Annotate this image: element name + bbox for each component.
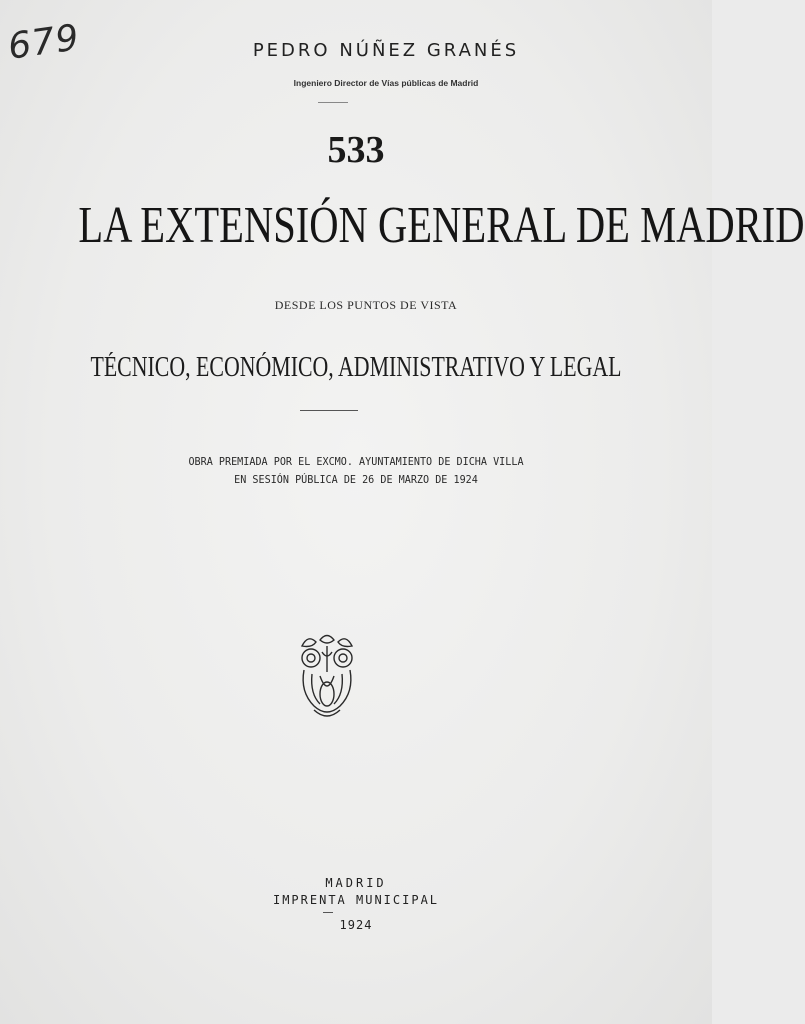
subtitle-intro: DESDE LOS PUNTOS DE VISTA (274, 298, 458, 312)
publication-number: 533 (327, 129, 385, 171)
award-line-1: OBRA PREMIADA POR EL EXCMO. AYUNTAMIENTO DE DICHA VILLA (188, 455, 524, 468)
imprint-city: MADRID (325, 876, 387, 890)
award-note (28, 453, 683, 489)
imprint-printer: IMPRENTA MUNICIPAL (272, 893, 440, 907)
handwritten-catalog-number: 679 (5, 17, 83, 68)
author-position: Ingeniero Director de Vías públicas de Madrid (293, 78, 479, 88)
award-line-2: EN SESIÓN PÚBLICA DE 26 DE MARZO DE 1924 (234, 473, 478, 486)
author-name: PEDRO NÚÑEZ GRANÉS (252, 40, 520, 61)
divider-tiny (323, 912, 333, 913)
subtitle-main: TÉCNICO, ECONÓMICO, ADMINISTRATIVO Y LEGAL (90, 352, 622, 383)
imprint-year: 1924 (339, 918, 373, 932)
divider-mid (300, 410, 358, 411)
divider-short (318, 102, 348, 103)
floral-vignette-icon (294, 632, 360, 720)
main-title: LA EXTENSIÓN GENERAL DE MADRID (78, 197, 805, 254)
